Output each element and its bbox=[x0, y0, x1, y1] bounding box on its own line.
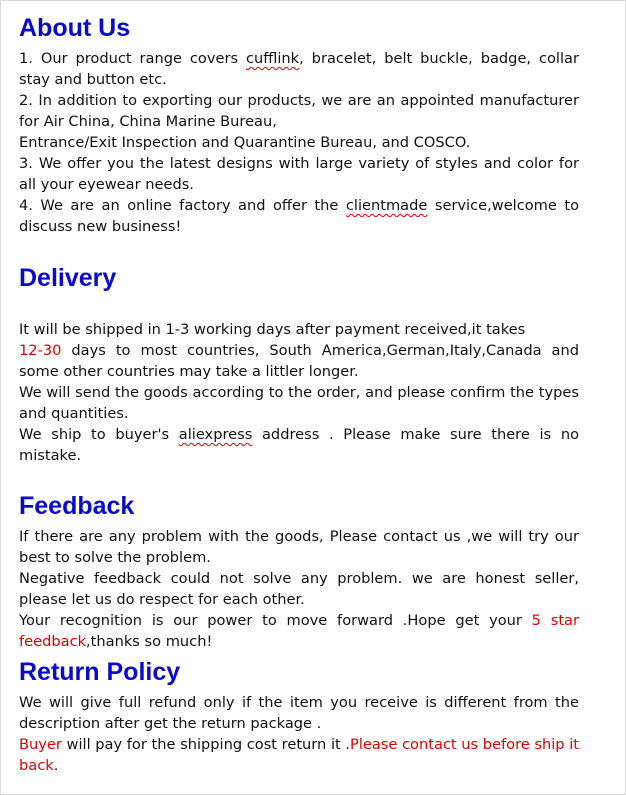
about-section bbox=[19, 13, 579, 237]
about-heading: About Us bbox=[19, 14, 131, 42]
about-text: 1. Our product range covers cufflink, bracelet, belt buckle, badge, collar stay and button etc. 2. In addition to exporting our products, we are an appointed manufacturer for Air China, China Marine Bureau, Entrance/Exit Inspection and Quarantine Bureau, and COSCO. 3. We offer you the latest designs with large variety of styles and color for all your eyewear needs. 4. We are an online factory and offer the clientmade service,welcome to discuss new business! bbox=[19, 50, 580, 235]
delivery-heading: Delivery bbox=[19, 264, 117, 292]
delivery-section bbox=[19, 263, 579, 466]
feedback-text: If there are any problem with the goods, Please contact us ,we will try our best to solve the problem. Negative feedback could not solve any problem. we are honest seller, please let us do respect for each other. Your recognition is our power to move forward .Hope get your 5 star feedback,thanks so much! bbox=[19, 528, 579, 650]
feedback-heading: Feedback bbox=[19, 492, 135, 520]
return-policy-section bbox=[19, 657, 579, 776]
return-policy-heading: Return Policy bbox=[19, 658, 181, 686]
feedback-section bbox=[19, 491, 579, 652]
return-policy-text: We will give full refund only if the item you receive is different from the description after get the return package . Buyer will pay for the shipping cost return it .Please contact us before ship it back. bbox=[19, 694, 579, 774]
delivery-text: It will be shipped in 1-3 working days after payment received,it takes 12-30 days to most countries, South America,German,Italy,Canada and some other countries may take a littler longer. We will send the goods according to the order, and please confirm the types and quantities. We ship to buyer's aliexpress address . Please make sure there is no mistake. bbox=[19, 321, 579, 464]
